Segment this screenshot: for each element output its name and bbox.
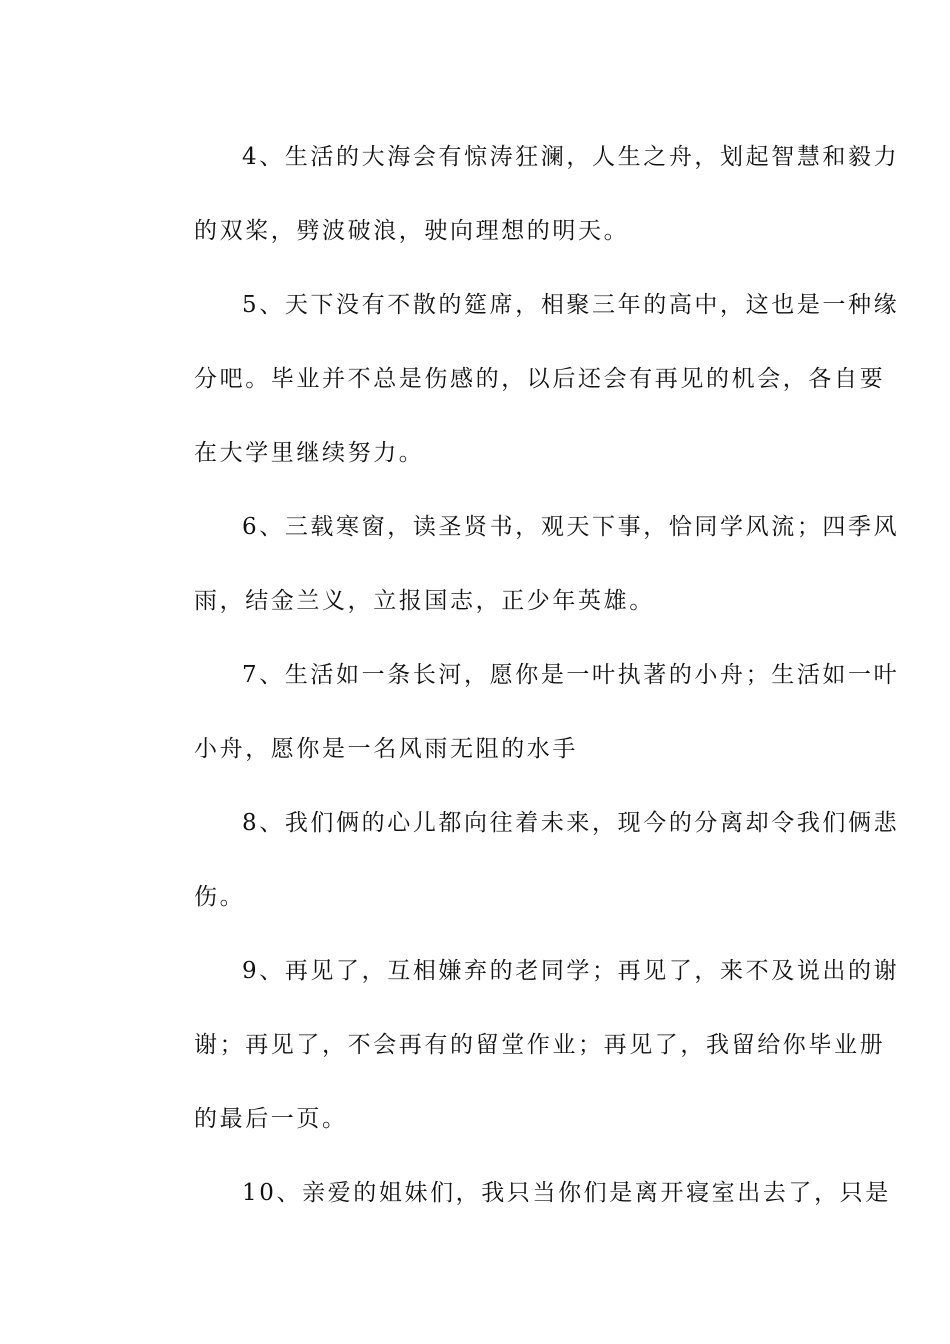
paragraph-line: 在大学里继续努力。: [194, 440, 425, 466]
paragraph-line: 分吧。毕业并不总是伤感的，以后还会有再见的机会，各自要: [194, 366, 886, 392]
paragraph-line: 的最后一页。: [194, 1106, 348, 1132]
paragraph-5: [146, 268, 900, 490]
paragraph-4: [146, 120, 900, 268]
paragraph-line: 小舟，愿你是一名风雨无阻的水手: [194, 736, 578, 762]
paragraph-10: [146, 1156, 891, 1230]
document-body: [146, 120, 900, 1230]
paragraph-8: [146, 786, 900, 934]
paragraph-line: 雨，结金兰义，立报国志，正少年英雄。: [194, 588, 655, 614]
paragraph-line: 6、三载寒窗，读圣贤书，观天下事，恰同学风流；四季风: [242, 514, 900, 540]
paragraph-line: 的双桨，劈波破浪，驶向理想的明天。: [194, 218, 630, 244]
paragraph-line: 7、生活如一条长河，愿你是一叶执著的小舟；生活如一叶: [242, 662, 900, 688]
paragraph-line: 4、生活的大海会有惊涛狂澜，人生之舟，划起智慧和毅力: [242, 144, 900, 170]
paragraph-line: 9、再见了，互相嫌弃的老同学；再见了，来不及说出的谢: [242, 958, 900, 984]
paragraph-9: [146, 934, 900, 1156]
paragraph-line: 5、天下没有不散的筵席，相聚三年的高中，这也是一种缘: [242, 292, 900, 318]
paragraph-line: 10、亲爱的姐妹们，我只当你们是离开寝室出去了，只是: [242, 1180, 891, 1206]
paragraph-7: [146, 638, 900, 786]
paragraph-6: [146, 490, 900, 638]
paragraph-line: 8、我们俩的心儿都向往着未来，现今的分离却令我们俩悲: [242, 810, 900, 836]
paragraph-line: 伤。: [194, 884, 246, 910]
paragraph-line: 谢；再见了，不会再有的留堂作业；再见了，我留给你毕业册: [194, 1032, 886, 1058]
